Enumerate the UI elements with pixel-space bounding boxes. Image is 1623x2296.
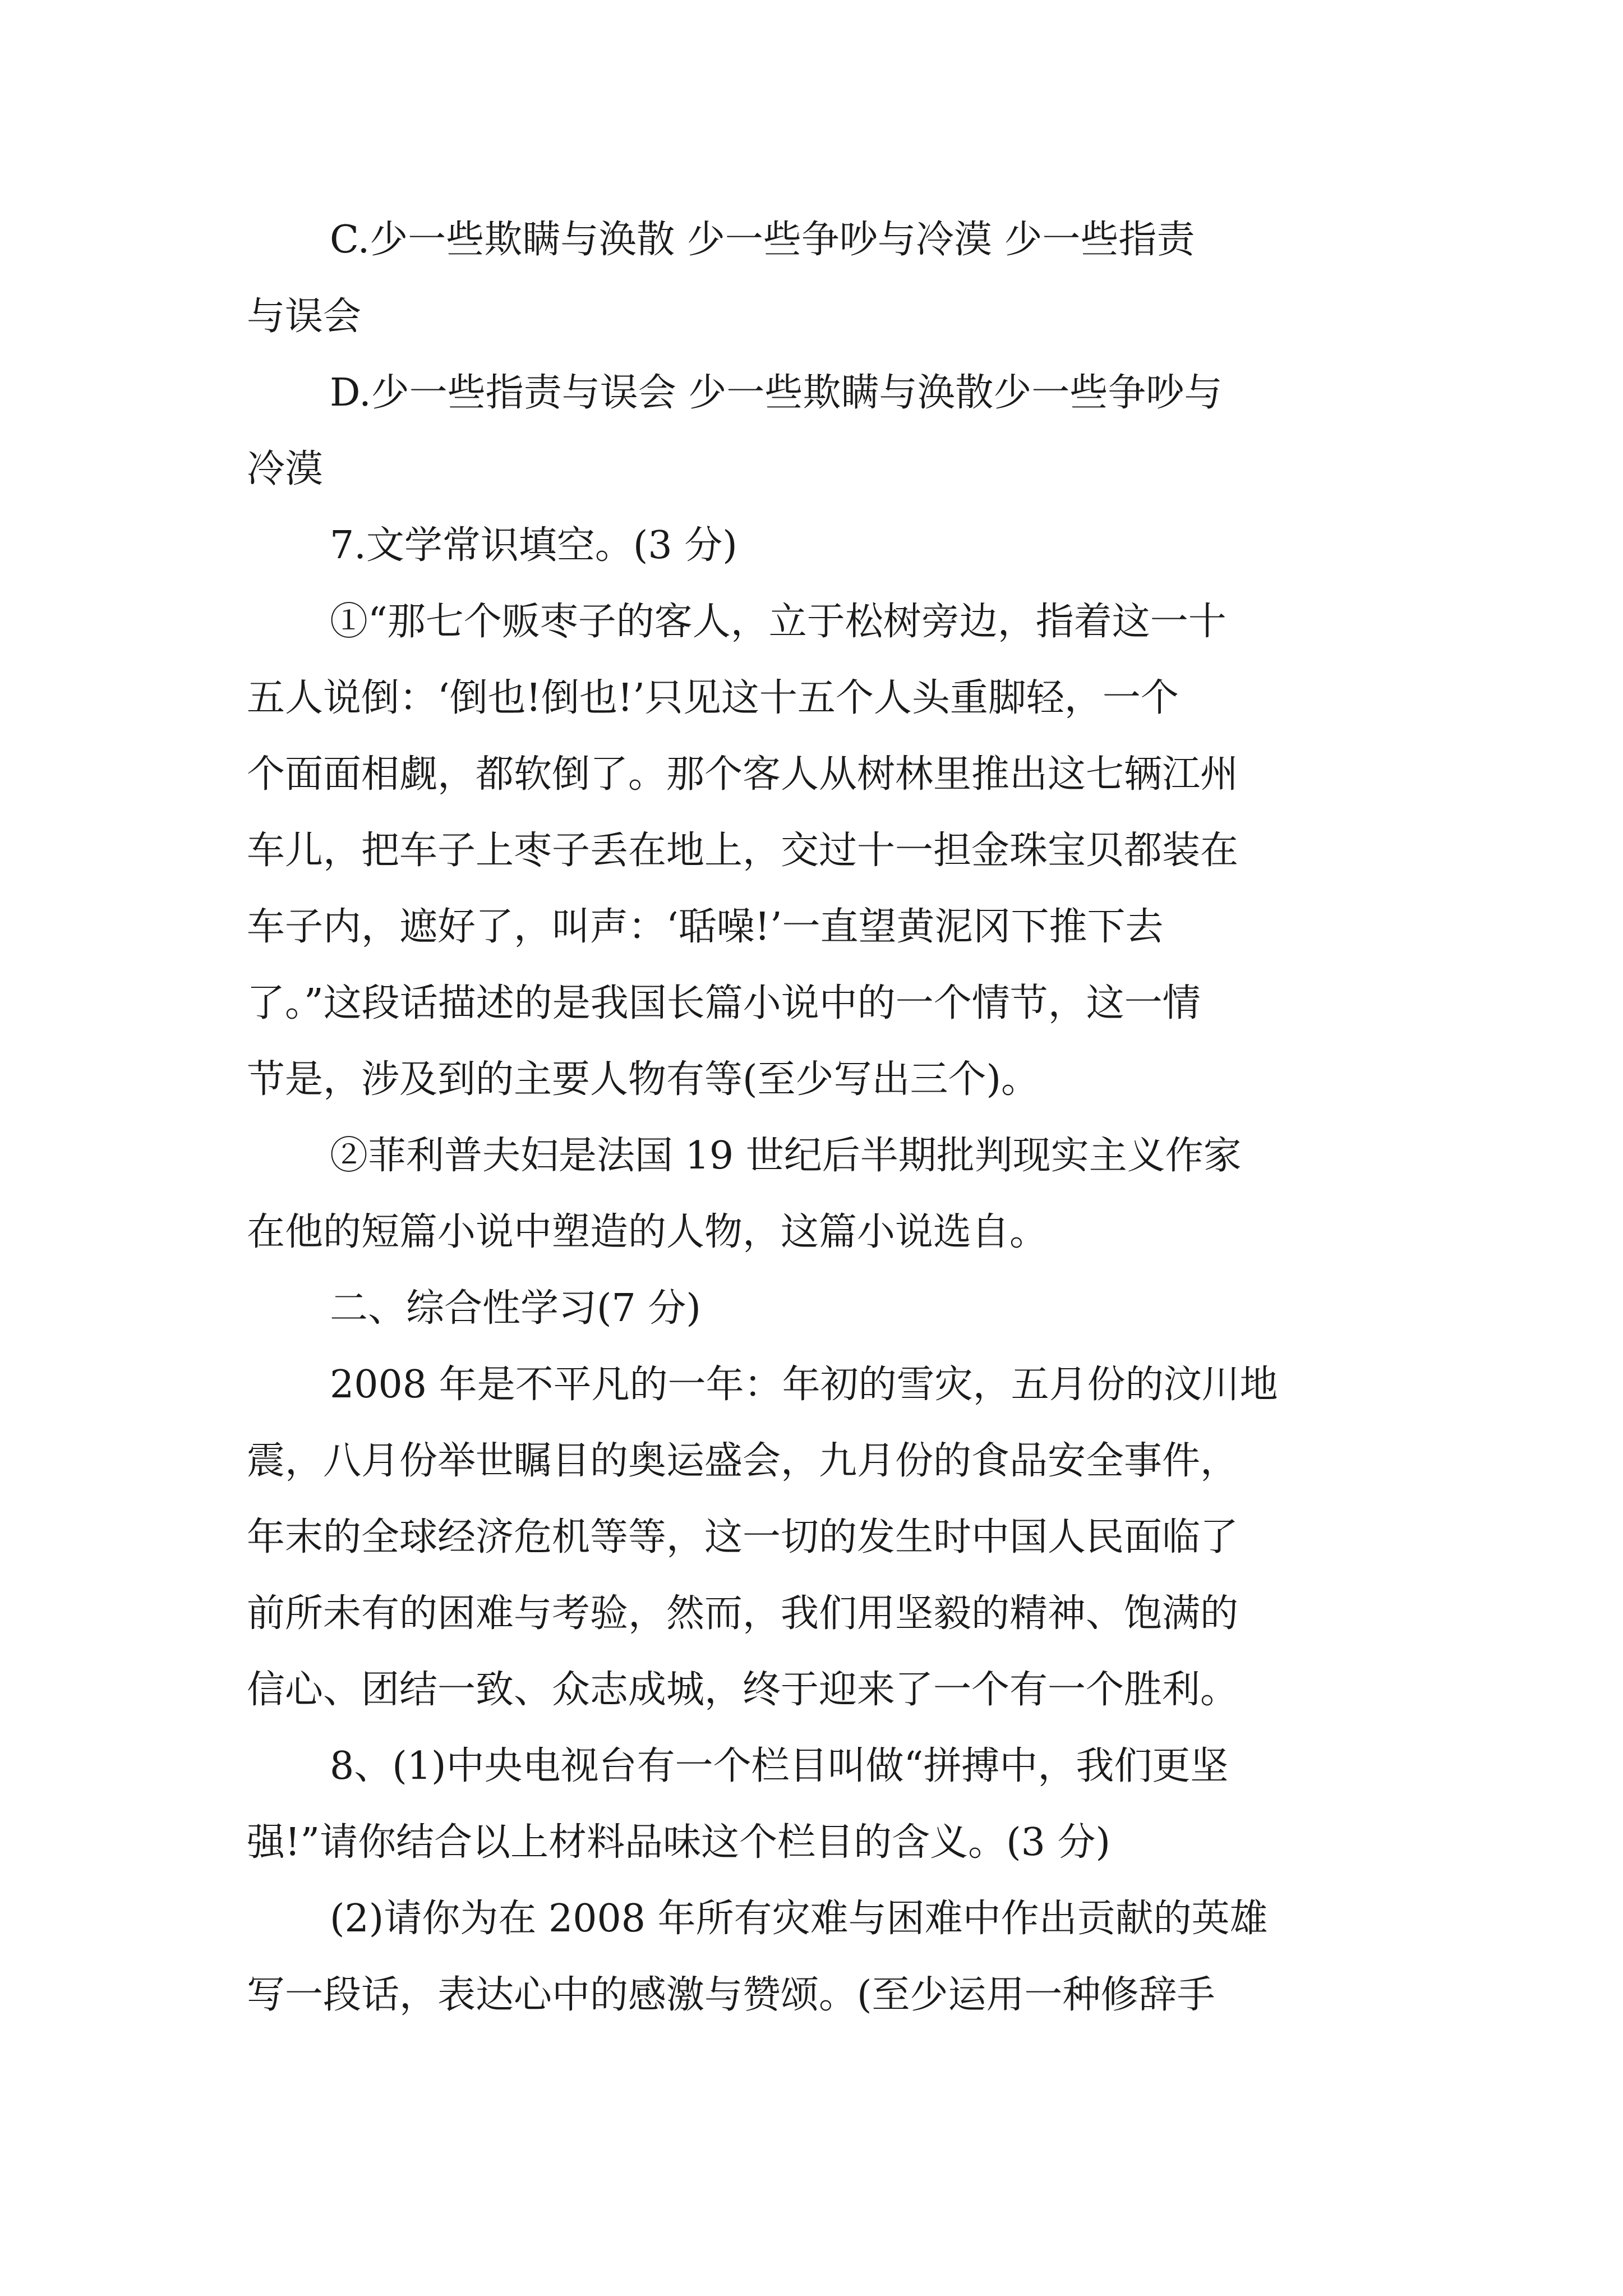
- option-d-line-2: 冷漠: [247, 447, 324, 491]
- question-8-part2-line-2: 写一段话，表达心中的感激与赞颂。(至少运用一种修辞手: [247, 1973, 1215, 2017]
- question-7-heading: 7.文学常识填空。(3 分): [330, 523, 737, 568]
- option-d-line-1: D.少一些指责与误会 少一些欺瞒与涣散少一些争吵与: [330, 371, 1223, 415]
- question-7-part1-line-6: 了。”这段话描述的是我国长篇小说中的一个情节，这一情: [247, 981, 1201, 1025]
- material-line-2: 震，八月份举世瞩目的奥运盛会，九月份的食品安全事件，: [247, 1439, 1239, 1483]
- option-c-line-1: C.少一些欺瞒与涣散 少一些争吵与冷漠 少一些指责: [330, 218, 1195, 262]
- question-7-part1-line-7: 节是，涉及到的主要人物有等(至少写出三个)。: [247, 1057, 1040, 1102]
- section-2-heading: 二、综合性学习(7 分): [330, 1286, 701, 1331]
- question-7-part2-line-2: 在他的短篇小说中塑造的人物，这篇小说选自。: [247, 1210, 1048, 1254]
- question-8-part1-line-2: 强!”请你结合以上材料品味这个栏目的含义。(3 分): [247, 1820, 1111, 1865]
- question-8-part1-line-1: 8、(1)中央电视台有一个栏目叫做“拼搏中，我们更坚: [330, 1744, 1229, 1788]
- question-8-part2-line-1: (2)请你为在 2008 年所有灾难与困难中作出贡献的英雄: [330, 1897, 1268, 1941]
- material-line-4: 前所未有的困难与考验，然而，我们用坚毅的精神、饱满的: [247, 1591, 1239, 1636]
- material-line-3: 年末的全球经济危机等等，这一切的发生时中国人民面临了: [247, 1515, 1239, 1559]
- material-line-5: 信心、团结一致、众志成城，终于迎来了一个有一个胜利。: [247, 1668, 1239, 1712]
- question-7-part2-line-1: ②菲利普夫妇是法国 19 世纪后半期批判现实主义作家: [330, 1134, 1242, 1178]
- question-7-part1-line-2: 五人说倒：‘倒也!倒也!’只见这十五个人头重脚轻，一个: [247, 676, 1179, 720]
- question-7-part1-line-3: 个面面相觑，都软倒了。那个客人从树林里推出这七辆江州: [247, 752, 1239, 797]
- question-7-part1-line-5: 车子内，遮好了，叫声：‘聒噪!’一直望黄泥冈下推下去: [247, 905, 1164, 949]
- material-line-1: 2008 年是不平凡的一年：年初的雪灾，五月份的汶川地: [330, 1363, 1278, 1407]
- question-7-part1-line-4: 车儿，把车子上枣子丢在地上，交过十一担金珠宝贝都装在: [247, 829, 1239, 873]
- question-7-part1-line-1: ①“那七个贩枣子的客人，立于松树旁边，指着这一十: [330, 600, 1227, 644]
- option-c-line-2: 与误会: [247, 295, 362, 339]
